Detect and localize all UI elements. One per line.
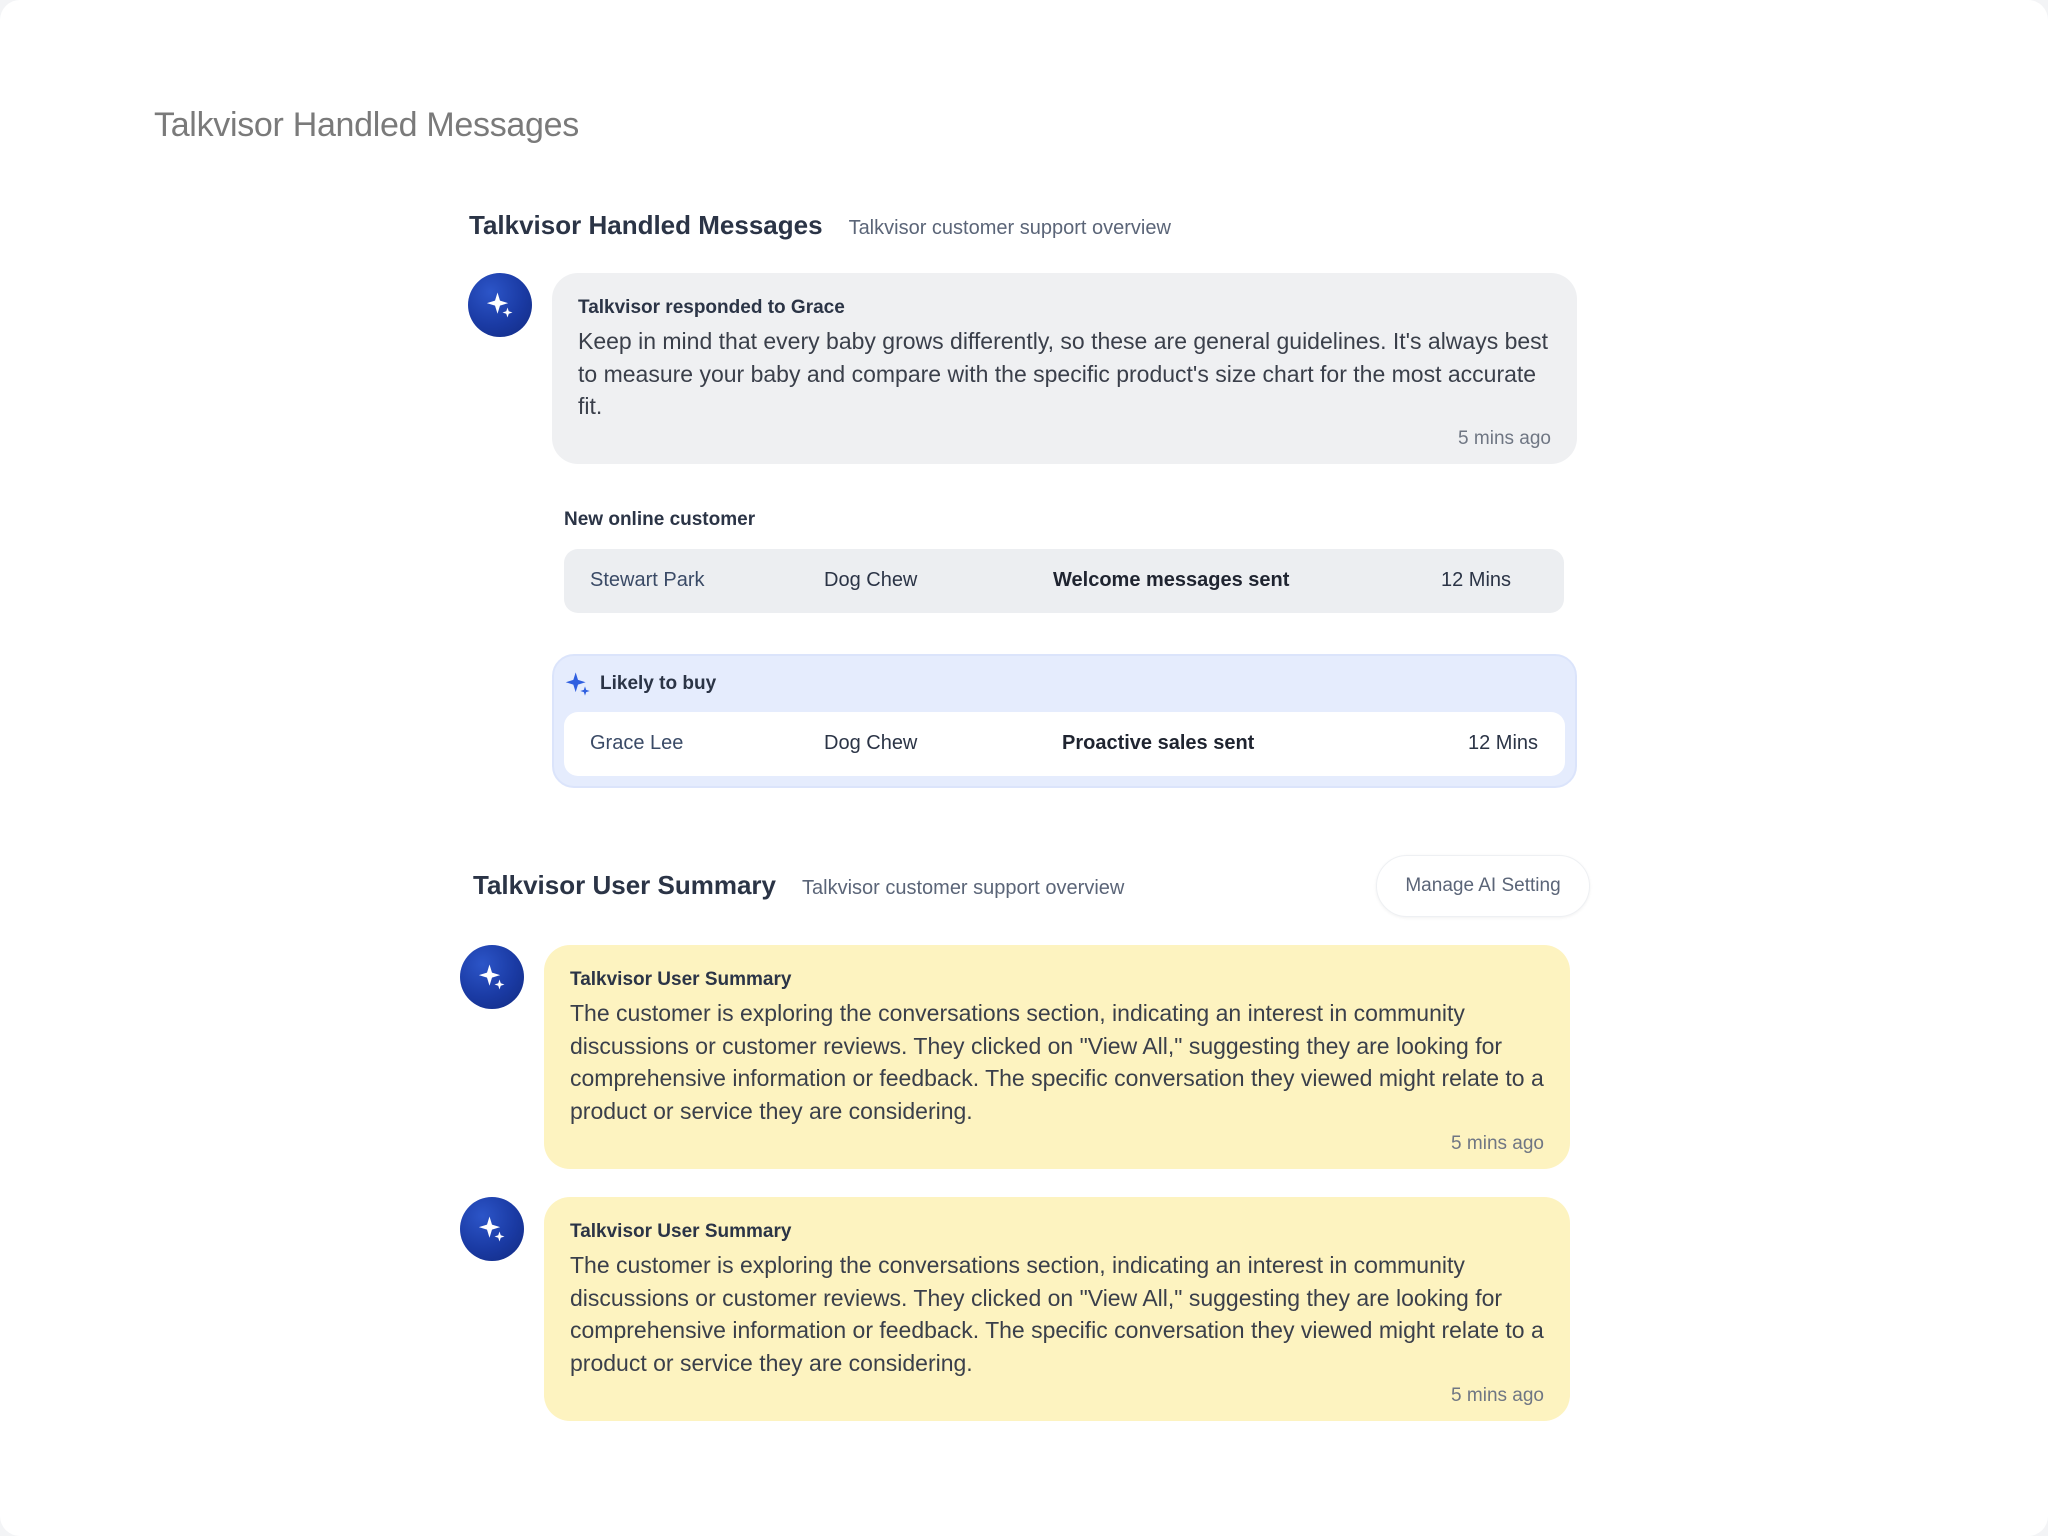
talkvisor-avatar xyxy=(460,945,524,1009)
likely-to-buy-label: Likely to buy xyxy=(600,673,717,694)
message-title: Talkvisor responded to Grace xyxy=(578,297,845,318)
talkvisor-avatar xyxy=(460,1197,524,1261)
handled-section-header xyxy=(469,210,1171,241)
summary-section-title: Talkvisor User Summary xyxy=(473,870,776,900)
likely-to-buy-group xyxy=(552,654,1577,788)
new-customer-label: New online customer xyxy=(564,509,756,530)
summary-title: Talkvisor User Summary xyxy=(570,969,792,990)
customer-name: Grace Lee xyxy=(590,732,684,754)
handled-section-title: Talkvisor Handled Messages xyxy=(469,210,823,240)
message-body: Keep in mind that every baby grows differently, so these are general guidelines. It's always best to measure your baby and compare with the specific product's size chart for the most accurate fit. xyxy=(578,328,1549,419)
likely-customer-row[interactable] xyxy=(564,712,1565,776)
manage-ai-setting-button[interactable]: Manage AI Setting xyxy=(1376,855,1590,917)
summary-bubble xyxy=(544,945,1570,1169)
handled-message-bubble xyxy=(552,273,1577,464)
sparkle-icon xyxy=(564,670,592,698)
customer-status: Welcome messages sent xyxy=(1053,569,1290,591)
page-title: Talkvisor Handled Messages xyxy=(154,106,579,144)
summary-time: 5 mins ago xyxy=(1451,1133,1544,1154)
customer-duration: 12 Mins xyxy=(1468,732,1539,754)
sparkle-icon xyxy=(485,290,515,320)
summary-section-header xyxy=(473,870,1124,901)
customer-name: Stewart Park xyxy=(590,569,705,591)
customer-status: Proactive sales sent xyxy=(1062,732,1255,754)
summary-time: 5 mins ago xyxy=(1451,1385,1544,1406)
likely-to-buy-header xyxy=(564,670,716,698)
summary-section-subtitle: Talkvisor customer support overview xyxy=(802,877,1125,899)
summary-title: Talkvisor User Summary xyxy=(570,1221,792,1242)
summary-bubble xyxy=(544,1197,1570,1421)
new-customer-row[interactable] xyxy=(564,549,1564,613)
message-time: 5 mins ago xyxy=(1458,428,1551,449)
sparkle-icon xyxy=(477,1214,507,1244)
talkvisor-avatar xyxy=(468,273,532,337)
customer-product: Dog Chew xyxy=(824,732,918,754)
summary-body: The customer is exploring the conversations section, indicating an interest in community discussions or customer reviews. They clicked on "View All," suggesting they are looking for comprehensive information or feedback. The specific conversation they viewed might relate to a product or service they are considering. xyxy=(570,1252,1544,1376)
summary-body: The customer is exploring the conversations section, indicating an interest in community discussions or customer reviews. They clicked on "View All," suggesting they are looking for comprehensive information or feedback. The specific conversation they viewed might relate to a product or service they are considering. xyxy=(570,1000,1544,1124)
customer-product: Dog Chew xyxy=(824,569,918,591)
sparkle-icon xyxy=(477,962,507,992)
customer-duration: 12 Mins xyxy=(1441,569,1512,591)
handled-section-subtitle: Talkvisor customer support overview xyxy=(848,217,1171,239)
